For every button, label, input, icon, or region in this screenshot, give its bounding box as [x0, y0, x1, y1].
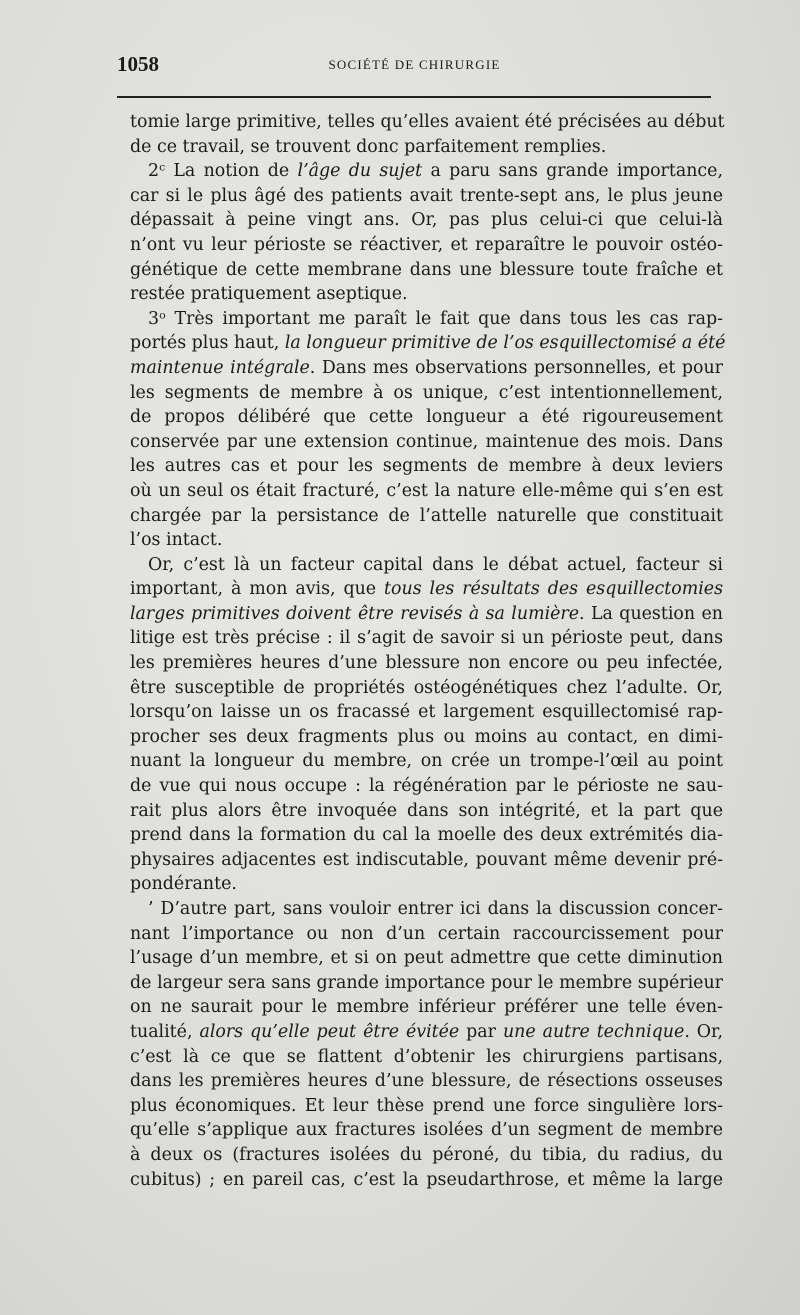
text-run: physaires adjacentes est indiscutable, pouvant même devenir pré-: [130, 849, 723, 870]
text-line: [130, 479, 723, 504]
text-line: [130, 922, 723, 947]
text-run: de ce travail, se trouvent donc parfaitement remplies.: [130, 136, 607, 157]
text-run: portés plus haut,: [130, 333, 285, 354]
text-run: nuant la longueur du membre, on crée un trompe-l’œil au point: [130, 751, 723, 772]
text-line: [130, 1118, 723, 1143]
text-run: de propos délibéré que cette longueur a été rigoureusement: [130, 407, 723, 428]
text-run: Or, c’est là un facteur capital dans le débat actuel, facteur si: [148, 554, 723, 575]
text-line: [130, 725, 723, 750]
text-run: important, à mon avis, que: [130, 579, 385, 600]
text-run: 2ᶜ La notion de: [148, 161, 298, 182]
text-line: [130, 651, 723, 676]
text-run: . La question en: [579, 603, 723, 624]
text-run: l’usage d’un membre, et si on peut admettre que cette diminution: [130, 948, 723, 969]
text-run: les autres cas et pour les segments de membre à deux leviers: [130, 456, 723, 477]
page-number: 1058: [117, 52, 159, 76]
text-line: [130, 1094, 723, 1119]
text-run: chargée par la persistance de l’attelle naturelle que constituait: [130, 505, 723, 526]
text-run: . Dans mes observations personnelles, et pour: [309, 357, 723, 378]
header-rule: [117, 96, 711, 98]
text-line: [130, 233, 723, 258]
text-line: [130, 700, 723, 725]
text-run: être susceptible de propriétés ostéogénétiques chez l’adulte. Or,: [130, 677, 723, 698]
text-line: [130, 528, 723, 553]
text-line: [130, 872, 723, 897]
text-run: de vue qui nous occupe : la régénération par le périoste ne sau-: [130, 776, 723, 797]
text-line: [130, 405, 723, 430]
text-line: [130, 848, 723, 873]
text-run: cubitus) ; en pareil cas, c’est la pseudarthrose, et même la large: [130, 1169, 723, 1190]
text-run: de largeur sera sans grande importance pour le membre supérieur: [130, 972, 723, 993]
text-run: nant l’importance ou non d’un certain raccourcissement pour: [130, 923, 723, 944]
text-run: litige est très précise : il s’agit de savoir si un périoste peut, dans: [130, 628, 723, 649]
text-run: on ne saurait pour le membre inférieur préférer une telle éven-: [130, 997, 723, 1018]
text-run: c’est là ce que se flattent d’obtenir les chirurgiens partisans,: [130, 1046, 723, 1067]
text-run: pondérante.: [130, 874, 237, 895]
italic-text: alors qu’elle peut être évitée: [199, 1021, 460, 1042]
page-header: [117, 52, 712, 82]
text-line: [130, 995, 723, 1020]
text-line: [130, 1020, 723, 1045]
text-line: [130, 602, 723, 627]
text-line: [130, 823, 723, 848]
text-line: [130, 331, 726, 356]
text-line: [130, 184, 723, 209]
text-line: [130, 626, 723, 651]
italic-text: tous les résultats des esquillectomies: [384, 579, 723, 600]
text-run: les premières heures d’une blessure non encore ou peu infectée,: [130, 653, 723, 674]
text-line: [130, 356, 723, 381]
text-line: [130, 1143, 723, 1168]
text-run: lorsqu’on laisse un os fracassé et largement esquillectomisé rap-: [130, 702, 723, 723]
text-line: [130, 110, 723, 135]
text-run: conservée par une extension continue, maintenue des mois. Dans: [130, 431, 723, 452]
text-run: procher ses deux fragments plus ou moins au contact, en dimi-: [130, 726, 723, 747]
text-line: [130, 1069, 723, 1094]
text-line: [130, 749, 723, 774]
text-line: [130, 971, 723, 996]
running-head: SOCIÉTÉ DE CHIRURGIE: [328, 57, 501, 72]
text-run: dépassait à peine vingt ans. Or, pas plus celui-ci que celui-là: [130, 210, 723, 231]
text-line: [118, 897, 723, 922]
text-run: ’ D’autre part, sans vouloir entrer ici dans la discussion concer-: [148, 899, 723, 919]
text-run: plus économiques. Et leur thèse prend une force singulière lors-: [130, 1095, 723, 1116]
text-run: 3ᵒ Très important me paraît le fait que dans tous les cas rap-: [148, 308, 723, 329]
text-line: [130, 946, 723, 971]
text-line: [130, 676, 723, 701]
text-run: a paru sans grande importance,: [422, 161, 723, 182]
text-run: rait plus alors être invoquée dans son intégrité, et la part que: [130, 800, 723, 821]
text-run: tomie large primitive, telles qu’elles avaient été précisées au début: [130, 112, 725, 132]
italic-text: l’âge du sujet: [297, 161, 423, 182]
text-run: à deux os (fractures isolées du péroné, du tibia, du radius, du: [130, 1144, 723, 1165]
text-run: dans les premières heures d’une blessure, de résections osseuses: [130, 1071, 723, 1092]
body-text: [130, 110, 726, 1192]
text-run: qu’elle s’applique aux fractures isolées d’un segment de membre: [130, 1120, 723, 1141]
italic-text: maintenue intégrale: [130, 357, 310, 378]
text-line: [130, 381, 723, 406]
italic-text: larges primitives doivent être revisés à sa lumière: [130, 603, 580, 624]
italic-text: la longueur primitive de l’os esquillectomisé a été: [284, 333, 726, 354]
text-run: car si le plus âgé des patients avait trente-sept ans, le plus jeune: [130, 185, 723, 206]
text-run: l’os intact.: [130, 530, 223, 551]
text-line: [130, 307, 723, 332]
text-line: [130, 1045, 723, 1070]
text-line: [130, 159, 723, 184]
text-line: [130, 799, 723, 824]
text-line: [130, 504, 723, 529]
text-line: [130, 258, 723, 283]
text-run: par: [459, 1021, 503, 1042]
text-line: [130, 430, 723, 455]
text-line: [130, 135, 723, 160]
text-line: [130, 282, 723, 307]
text-line: [130, 1168, 723, 1193]
text-run: . Or,: [684, 1021, 723, 1042]
text-line: [130, 553, 723, 578]
text-run: les segments de membre à os unique, c’est intentionnellement,: [130, 382, 723, 403]
text-run: prend dans la formation du cal la moelle des deux extrémités dia-: [130, 825, 723, 846]
text-run: tualité,: [130, 1021, 200, 1042]
text-line: [130, 208, 723, 233]
text-line: [130, 454, 723, 479]
text-line: [130, 774, 723, 799]
text-line: [130, 577, 723, 602]
text-run: génétique de cette membrane dans une blessure toute fraîche et: [130, 259, 723, 280]
text-run: restée pratiquement aseptique.: [130, 284, 408, 305]
text-run: n’ont vu leur périoste se réactiver, et reparaître le pouvoir ostéo-: [130, 234, 723, 255]
italic-text: une autre technique: [502, 1021, 685, 1042]
text-run: où un seul os était fracturé, c’est la nature elle-même qui s’en est: [130, 480, 723, 501]
